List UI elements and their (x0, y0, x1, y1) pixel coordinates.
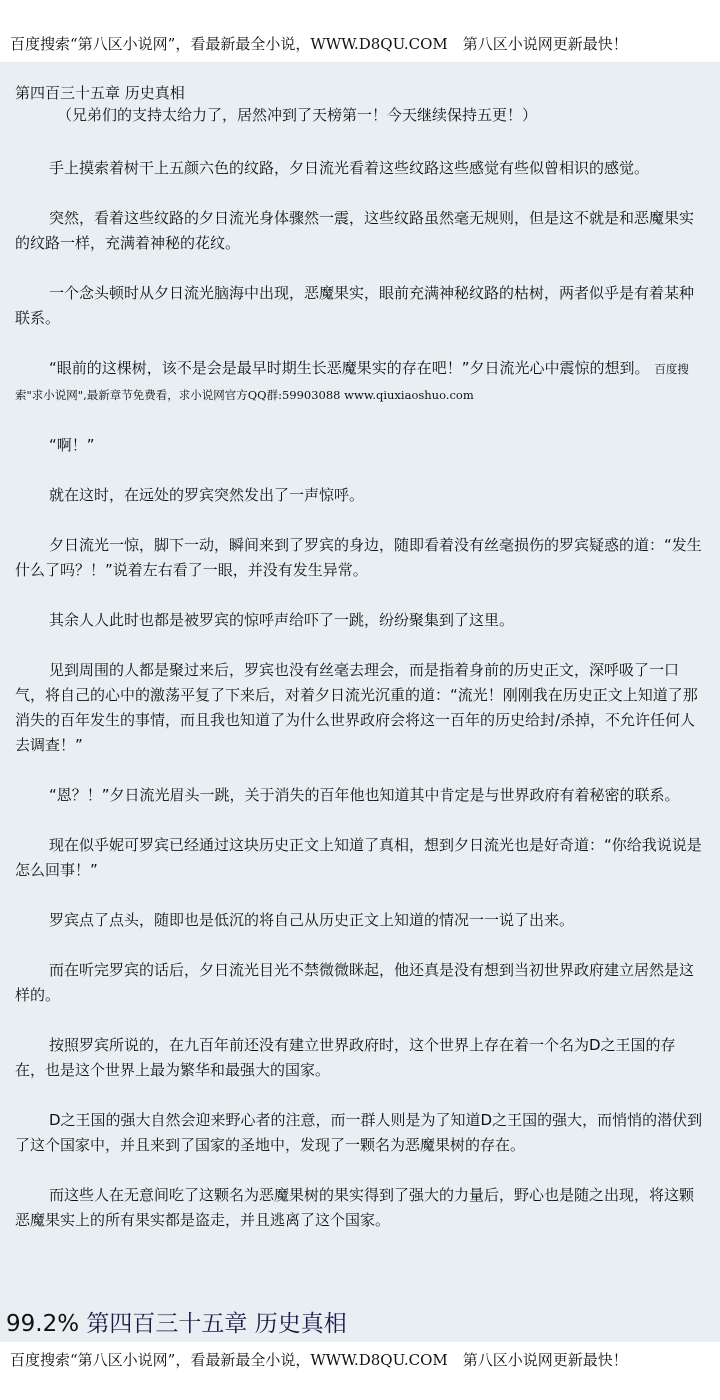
reading-progress (6, 1308, 347, 1340)
paragraph-with-ad (15, 356, 704, 408)
paragraph: 一个念头顿时从夕日流光脑海中出现，恶魔果实，眼前充满神秘纹路的枯树，两者似乎是有着某种联系。 (15, 284, 695, 327)
chapter-content (0, 62, 720, 1342)
paragraph: 其余人人此时也都是被罗宾的惊呼声给吓了一跳，纷纷聚集到了这里。 (49, 611, 515, 629)
paragraph: 而这些人在无意间吃了这颗名为恶魔果树的果实得到了强大的力量后，野心也是随之出现，将这颗恶魔果实上的所有果实都是盗走，并且逃离了这个国家。 (15, 1186, 695, 1229)
progress-chapter-title: 第四百三十五章 历史真相 (86, 1311, 347, 1337)
author-note: （兄弟们的支持太给力了，居然冲到了天榜第一！今天继续保持五更！） (57, 106, 538, 124)
bottom-ad-banner: 百度搜索“第八区小说网”，看最新最全小说，WWW.D8QU.COM 第八区小说网更新最快！ (0, 1344, 720, 1376)
paragraph: 夕日流光一惊，脚下一动，瞬间来到了罗宾的身边，随即看着没有丝毫损伤的罗宾疑惑的道：“发生什么了吗？！”说着左右看了一眼，并没有发生异常。 (15, 536, 702, 579)
paragraph: 突然，看着这些纹路的夕日流光身体骤然一震，这些纹路虽然毫无规则，但是这不就是和恶魔果实的纹路一样，充满着神秘的花纹。 (15, 209, 695, 252)
paragraph: 按照罗宾所说的，在九百年前还没有建立世界政府时，这个世界上存在着一个名为D之王国的存在，也是这个世界上最为繁华和最强大的国家。 (15, 1036, 676, 1079)
inline-ad-text: 百度搜索"求小说网",最新章节免费看，求小说网官方QQ群:59903088 www.qiuxiaoshuo.com (15, 362, 689, 402)
top-ad-banner: 百度搜索“第八区小说网”，看最新最全小说，WWW.D8QU.COM 第八区小说网更新最快！ (0, 28, 720, 60)
paragraph: 手上摸索着树干上五颜六色的纹路，夕日流光看着这些纹路这些感觉有些似曾相识的感觉。 (49, 159, 650, 177)
paragraph: “恩？！”夕日流光眉头一跳，关于消失的百年他也知道其中肯定是与世界政府有着秘密的联系。 (49, 786, 680, 804)
paragraph: D之王国的强大自然会迎来野心者的注意，而一群人则是为了知道D之王国的强大，而悄悄的潜伏到了这个国家中，并且来到了国家的圣地中，发现了一颗名为恶魔果树的存在。 (15, 1111, 703, 1154)
paragraph: 就在这时，在远处的罗宾突然发出了一声惊呼。 (49, 486, 365, 504)
paragraph-text: “眼前的这棵树，该不是会是最早时期生长恶魔果实的存在吧！”夕日流光心中震惊的想到。 (49, 359, 650, 377)
paragraph: “啊！” (49, 436, 95, 454)
paragraph: 现在似乎妮可罗宾已经通过这块历史正文上知道了真相，想到夕日流光也是好奇道：“你给我说说是怎么回事！” (15, 836, 702, 879)
paragraph: 而在听完罗宾的话后，夕日流光目光不禁微微眯起，他还真是没有想到当初世界政府建立居然是这样的。 (15, 961, 695, 1004)
paragraph: 见到周围的人都是聚过来后，罗宾也没有丝毫去理会，而是指着身前的历史正文，深呼吸了一口气，将自己的心中的激荡平复了下来后，对着夕日流光沉重的道：“流光！刚刚我在历史正文上知道了那消失的百年发生的事情，而且我也知道了为什么世界政府会将这一百年的历史给封/杀掉，不允许任何人去调查！” (15, 661, 698, 754)
chapter-title: 第四百三十五章 历史真相 (15, 84, 185, 102)
paragraph: 罗宾点了点头，随即也是低沉的将自己从历史正文上知道的情况一一说了出来。 (49, 911, 575, 929)
progress-percent: 99.2% (6, 1311, 80, 1337)
